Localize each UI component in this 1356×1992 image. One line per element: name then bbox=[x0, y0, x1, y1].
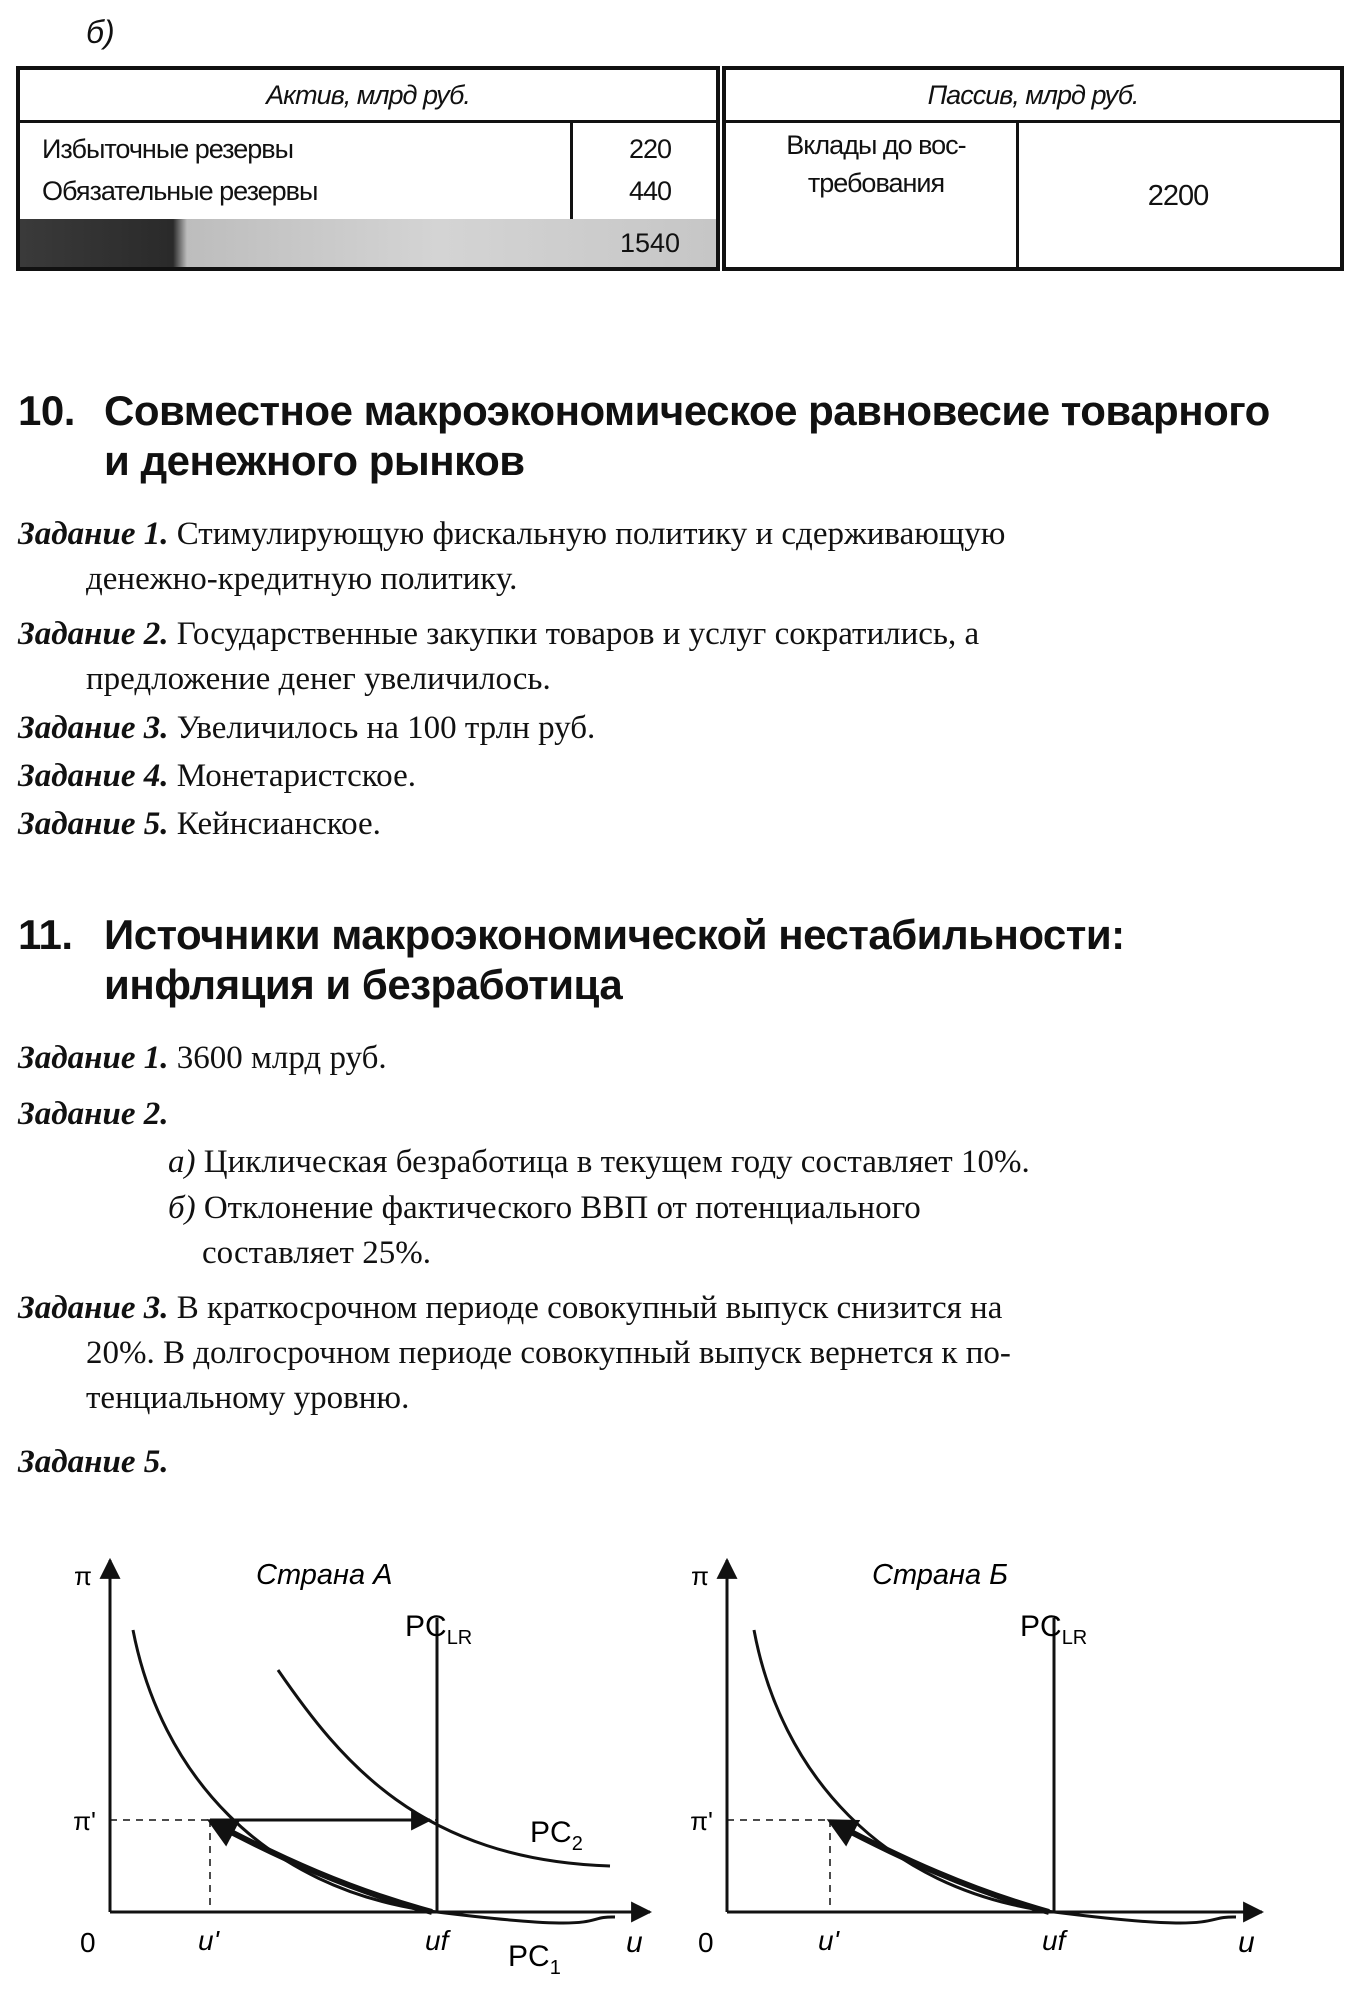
shaded-row bbox=[20, 219, 716, 267]
deposit-label-line1: Вклады до вос- bbox=[786, 130, 966, 160]
task-lead: Задание 3. bbox=[18, 1290, 169, 1326]
section-11-title bbox=[18, 910, 1125, 1010]
subitem-marker: б) bbox=[168, 1190, 196, 1226]
x-axis-label: u bbox=[1238, 1926, 1255, 1959]
task-11-2 bbox=[18, 1092, 1336, 1137]
chart-title: Страна А bbox=[256, 1559, 393, 1591]
task-lead: Задание 5. bbox=[18, 806, 169, 842]
task-text-cont: предложение денег увеличилось. bbox=[86, 661, 551, 697]
task-11-3 bbox=[18, 1286, 1336, 1421]
y-axis-label: π bbox=[74, 1561, 92, 1591]
chart-title: Страна Б bbox=[872, 1559, 1009, 1591]
uf-label: uf bbox=[425, 1925, 449, 1956]
section-10-title bbox=[18, 386, 1270, 486]
u-prime-label: u' bbox=[818, 1925, 839, 1956]
task-11-2a bbox=[168, 1140, 1318, 1185]
task-10-4 bbox=[18, 754, 1336, 799]
deposit-value: 2200 bbox=[1147, 180, 1209, 212]
section-title-line2: и денежного рынков bbox=[104, 437, 525, 484]
asset-value: 220 bbox=[628, 134, 672, 164]
task-lead: Задание 3. bbox=[18, 710, 169, 746]
pc1-curve bbox=[754, 1630, 1236, 1923]
assets-header: Актив, млрд руб. bbox=[20, 70, 716, 123]
pi-prime-label: π' bbox=[73, 1806, 96, 1836]
subitem-label: б) bbox=[86, 14, 115, 50]
task-text: Увеличилось на 100 трлн руб. bbox=[176, 710, 596, 746]
pc2-curve bbox=[278, 1670, 610, 1866]
task-text: Монетаристское. bbox=[176, 758, 416, 794]
task-11-2b bbox=[168, 1186, 1318, 1276]
table-row bbox=[20, 168, 716, 214]
shift-arrow-along-pc1 bbox=[212, 1822, 432, 1912]
task-text-cont: денежно-кредитную политику. bbox=[86, 561, 518, 597]
chart-country-a bbox=[73, 1559, 650, 1979]
shaded-value: 1540 bbox=[619, 228, 681, 258]
chart-country-b bbox=[690, 1559, 1262, 1959]
subitem-text: Отклонение фактического ВВП от потенциального bbox=[203, 1190, 921, 1226]
task-lead: Задание 2. bbox=[18, 1096, 169, 1132]
subitem-marker: а) bbox=[168, 1144, 196, 1180]
pi-prime-label: π' bbox=[690, 1806, 713, 1836]
liabilities-table bbox=[722, 66, 1344, 271]
asset-label: Обязательные резервы bbox=[42, 176, 318, 206]
task-text-cont: тенциальному уровню. bbox=[86, 1380, 410, 1416]
section-title-line1: Совместное макроэкономическое равновесие товарного bbox=[104, 387, 1270, 434]
section-title-line1: Источники макроэкономической нестабильности: bbox=[104, 911, 1125, 958]
task-10-1 bbox=[18, 512, 1336, 602]
section-number: 11. bbox=[18, 911, 73, 958]
task-text: Государственные закупки товаров и услуг сократились, а bbox=[176, 616, 980, 652]
task-lead: Задание 5. bbox=[18, 1444, 169, 1480]
deposit-label-line2: требования bbox=[807, 168, 945, 198]
subitem-text: Циклическая безработица в текущем году составляет 10%. bbox=[203, 1144, 1030, 1180]
pclr-label: $PC_{LR}$ bbox=[405, 1610, 473, 1649]
pc1-curve bbox=[133, 1630, 615, 1923]
table-row bbox=[20, 126, 716, 172]
task-lead: Задание 1. bbox=[18, 1040, 169, 1076]
task-lead: Задание 2. bbox=[18, 616, 169, 652]
shift-arrow-along-pc1 bbox=[832, 1822, 1049, 1912]
u-prime-label: u' bbox=[198, 1925, 219, 1956]
uf-label: uf bbox=[1042, 1925, 1066, 1956]
task-lead: Задание 1. bbox=[18, 516, 169, 552]
pc2-label: $PC_2$ bbox=[530, 1816, 583, 1855]
origin-label: 0 bbox=[698, 1927, 714, 1958]
task-text: Стимулирующую фискальную политику и сдерживающую bbox=[176, 516, 1006, 552]
section-number: 10. bbox=[18, 387, 75, 434]
asset-value: 440 bbox=[628, 176, 672, 206]
asset-label: Избыточные резервы bbox=[42, 134, 294, 164]
task-text: Кейнсианское. bbox=[176, 806, 381, 842]
liabilities-header: Пассив, млрд руб. bbox=[726, 70, 1340, 123]
task-11-5 bbox=[18, 1440, 1336, 1485]
pc1-label: $PC_1$ bbox=[508, 1940, 561, 1979]
origin-label: 0 bbox=[80, 1927, 96, 1958]
task-text: В краткосрочном периоде совокупный выпуск снизится на bbox=[176, 1290, 1003, 1326]
pclr-label: $PC_{LR}$ bbox=[1020, 1610, 1088, 1649]
section-title-line2: инфляция и безработица bbox=[104, 961, 623, 1008]
task-11-1 bbox=[18, 1036, 1336, 1081]
task-10-5 bbox=[18, 802, 1336, 847]
assets-table bbox=[16, 66, 720, 271]
task-text-cont: 20%. В долгосрочном периоде совокупный выпуск вернется к по- bbox=[86, 1335, 1011, 1371]
deposit-label bbox=[746, 126, 1006, 202]
subitem-text-cont: составляет 25%. bbox=[202, 1235, 431, 1271]
x-axis-label: u bbox=[626, 1926, 643, 1959]
task-10-3 bbox=[18, 706, 1336, 751]
task-text: 3600 млрд руб. bbox=[176, 1040, 387, 1076]
task-10-2 bbox=[18, 612, 1336, 702]
task-lead: Задание 4. bbox=[18, 758, 169, 794]
y-axis-label: π bbox=[691, 1561, 709, 1591]
